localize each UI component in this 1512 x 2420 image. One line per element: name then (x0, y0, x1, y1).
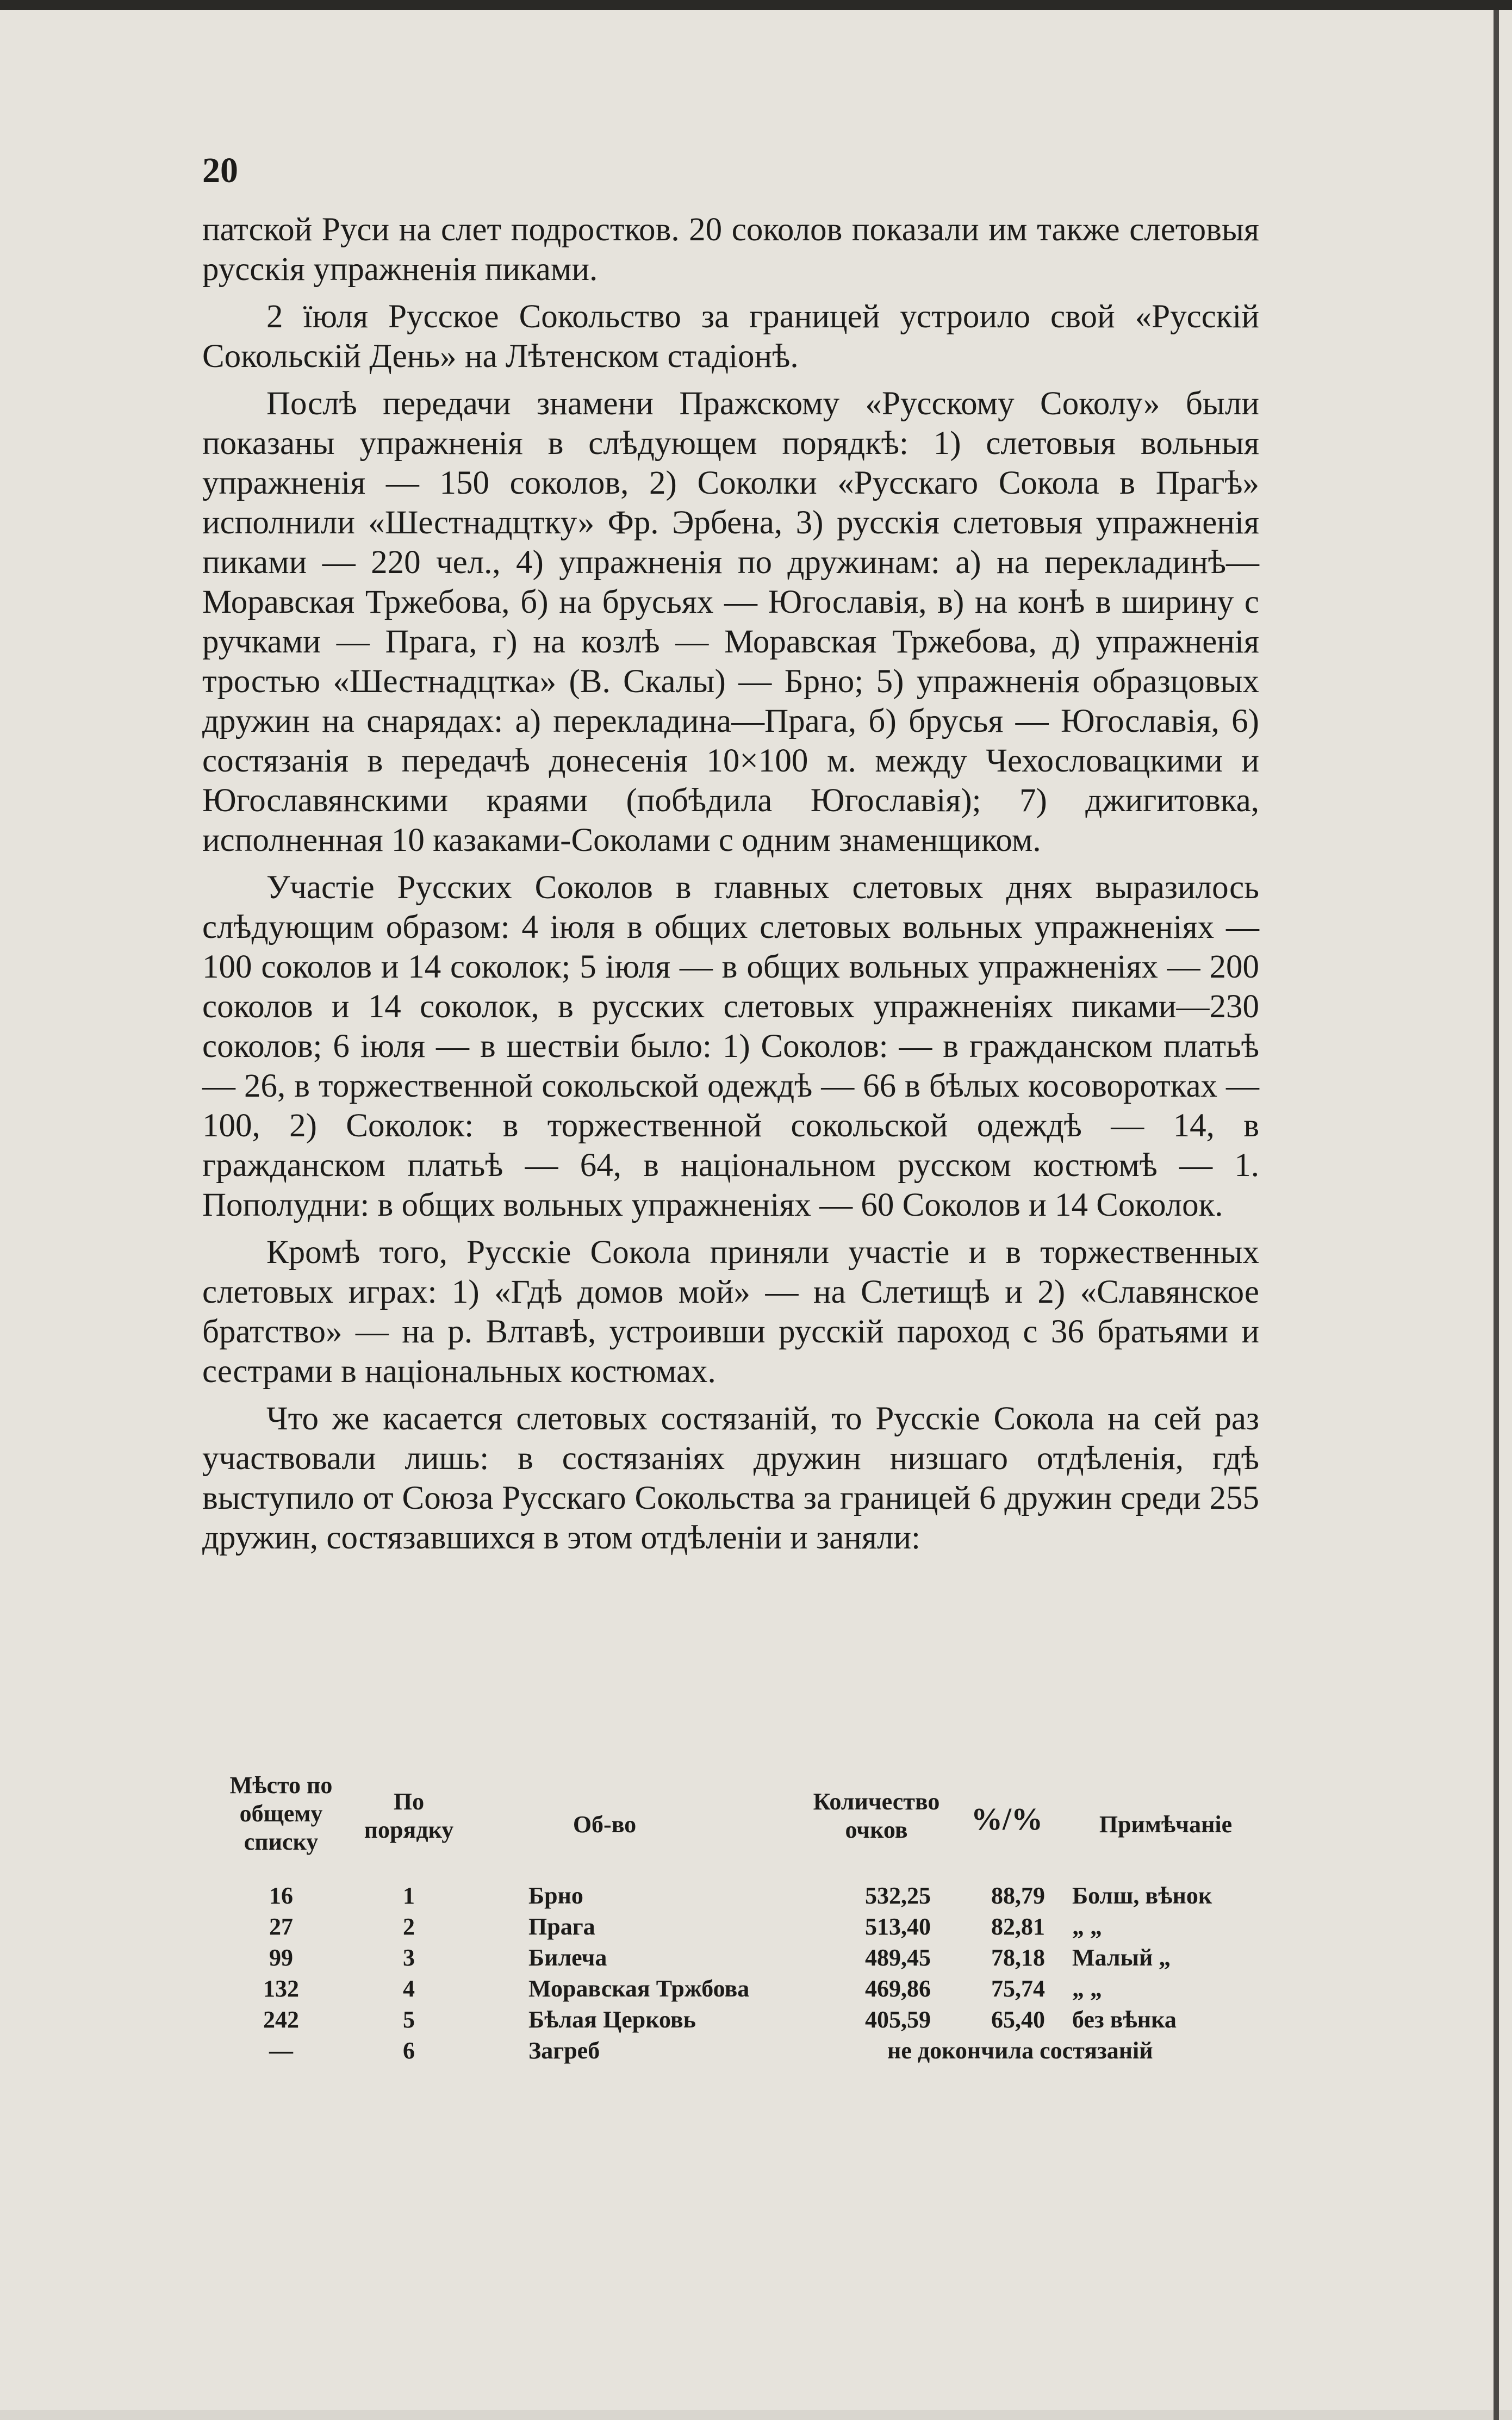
cell-club: Загреб (528, 2037, 600, 2064)
paragraph-4: Участіе Русских Соколов в главных слетовых днях выразилось слѣдующим образом: 4 іюля в общих слетовых вольных упражненіях — 100 соколов и 14 соколок; 5 іюля — в общих вольных упражненіях — 200 соколов и 14 соколок, в русских слетовых упражненіях пиками—230 соколов; 6 іюля — в шествіи было: 1) Соколов: — в гражданском платьѣ — 26, в торжественной сокольской одеждѣ — 66 в бѣлых косоворотках — 100, 2) Соколок: в торжественной сокольской одеждѣ — 14, в гражданском платьѣ — 64, в національном русском костюмѣ — 1. Пополудни: в общих вольных упражненіях — 60 Соколов и 14 Соколок. (202, 869, 1259, 1223)
table-row (202, 1880, 1259, 1911)
cell-points: 469,86 (865, 1975, 931, 2002)
page-edge (1494, 10, 1499, 2420)
cell-place: 16 (269, 1882, 293, 1909)
table-row (202, 1911, 1259, 1942)
cell-percent: 65,40 (991, 2006, 1045, 2033)
cell-note: „ „ (1072, 1975, 1102, 2002)
cell-place: — (269, 2037, 293, 2064)
cell-order: 2 (403, 1913, 415, 1940)
paragraph-1: патской Руси на слет подростков. 20 соколов показали им также слетовыя русскія упражненія пиками. (202, 211, 1259, 288)
cell-order: 4 (403, 1975, 415, 2002)
header-order: По порядку (364, 1788, 454, 1843)
cell-place: 132 (263, 1975, 299, 2002)
header-place: Мѣсто по общему списку (229, 1772, 333, 1855)
body-text (202, 210, 1259, 1565)
cell-points: 405,59 (865, 2006, 931, 2033)
cell-percent: 75,74 (991, 1975, 1045, 2002)
cell-percent: 82,81 (991, 1913, 1045, 1940)
paragraph-5: Кромѣ того, Русскіе Сокола приняли участіе и в торжественных слетовых играх: 1) «Гдѣ домов мой» — на Слетищѣ и 2) «Славянское братство» — на р. Влтавѣ, устроивши русскій пароход с 36 братьями и сестрами в національных костюмах. (202, 1234, 1259, 1390)
header-points: Количество очков (813, 1788, 940, 1843)
cell-place: 27 (269, 1913, 293, 1940)
table-row (202, 2035, 1259, 2066)
results-table (202, 1771, 1259, 2066)
header-percent: %/% (970, 1801, 1043, 1837)
cell-order: 1 (403, 1882, 415, 1909)
table-header (202, 1771, 1259, 1880)
cell-note: „ „ (1072, 1913, 1102, 1940)
cell-note: без вѣнка (1072, 2006, 1177, 2033)
cell-note: Болш, вѣнок (1072, 1882, 1212, 1909)
cell-order: 3 (403, 1944, 415, 1971)
cell-club: Бѣлая Церковь (528, 2006, 696, 2033)
cell-club: Прага (528, 1913, 595, 1940)
header-club: Об-во (573, 1811, 637, 1838)
cell-place: 99 (269, 1944, 293, 1971)
cell-percent: 78,18 (991, 1944, 1045, 1971)
cell-percent: 88,79 (991, 1882, 1045, 1909)
page-number: 20 (202, 151, 238, 190)
table-row (202, 2004, 1259, 2035)
cell-points: 489,45 (865, 1944, 931, 1971)
cell-order: 5 (403, 2006, 415, 2033)
header-note: Примѣчаніе (1099, 1811, 1233, 1838)
cell-club: Моравская Тржбова (528, 1975, 750, 2002)
cell-club: Брно (528, 1882, 583, 1909)
cell-points: 513,40 (865, 1913, 931, 1940)
cell-place: 242 (263, 2006, 299, 2033)
paragraph-2: 2 їюля Русское Сокольство за границей устроило свой «Русскій Сокольскій День» на Лѣтенском стадіонѣ. (202, 298, 1259, 375)
cell-club: Билеча (528, 1944, 607, 1971)
table-row (202, 1942, 1259, 1973)
table-row (202, 1973, 1259, 2004)
cell-points: 532,25 (865, 1882, 931, 1909)
cell-status: не докончила состязаній (887, 2037, 1153, 2064)
paragraph-6: Что же касается слетовых состязаній, то Русскіе Сокола на сей раз участвовали лишь: в состязаніях дружин низшаго отдѣленія, гдѣ выступило от Союза Русскаго Сокольства за границей 6 дружин среди 255 дружин, состязавшихся в этом отдѣленіи и заняли: (202, 1401, 1259, 1556)
cell-note: Малый „ (1072, 1944, 1171, 1971)
paragraph-3: Послѣ передачи знамени Пражскому «Русскому Соколу» были показаны упражненія в слѣдующем порядкѣ: 1) слетовыя вольныя упражненія — 150 соколов, 2) Соколки «Русскаго Сокола в Прагѣ» исполнили «Шестнадцтку» Фр. Эрбена, 3) русскія слетовыя упражненія пиками — 220 чел., 4) упражненія по дружинам: а) на перекладинѣ—Моравская Тржебова, б) на брусьях — Югославія, в) на конѣ в ширину с ручками — Прага, г) на козлѣ — Моравская Тржебова, д) упражненія тростью «Шестнадцтка» (В. Скалы) — Брно; 5) упражненія образцовых дружин на снарядах: а) перекладина—Прага, б) брусья — Югославія, 6) состязанія в передачѣ донесенія 10×100 м. между Чехословацкими и Югославянскими краями (побѣдила Югославія); 7) джигитовка, исполненная 10 казаками-Соколами с одним знаменщиком. (202, 385, 1259, 858)
cell-order: 6 (403, 2037, 415, 2064)
